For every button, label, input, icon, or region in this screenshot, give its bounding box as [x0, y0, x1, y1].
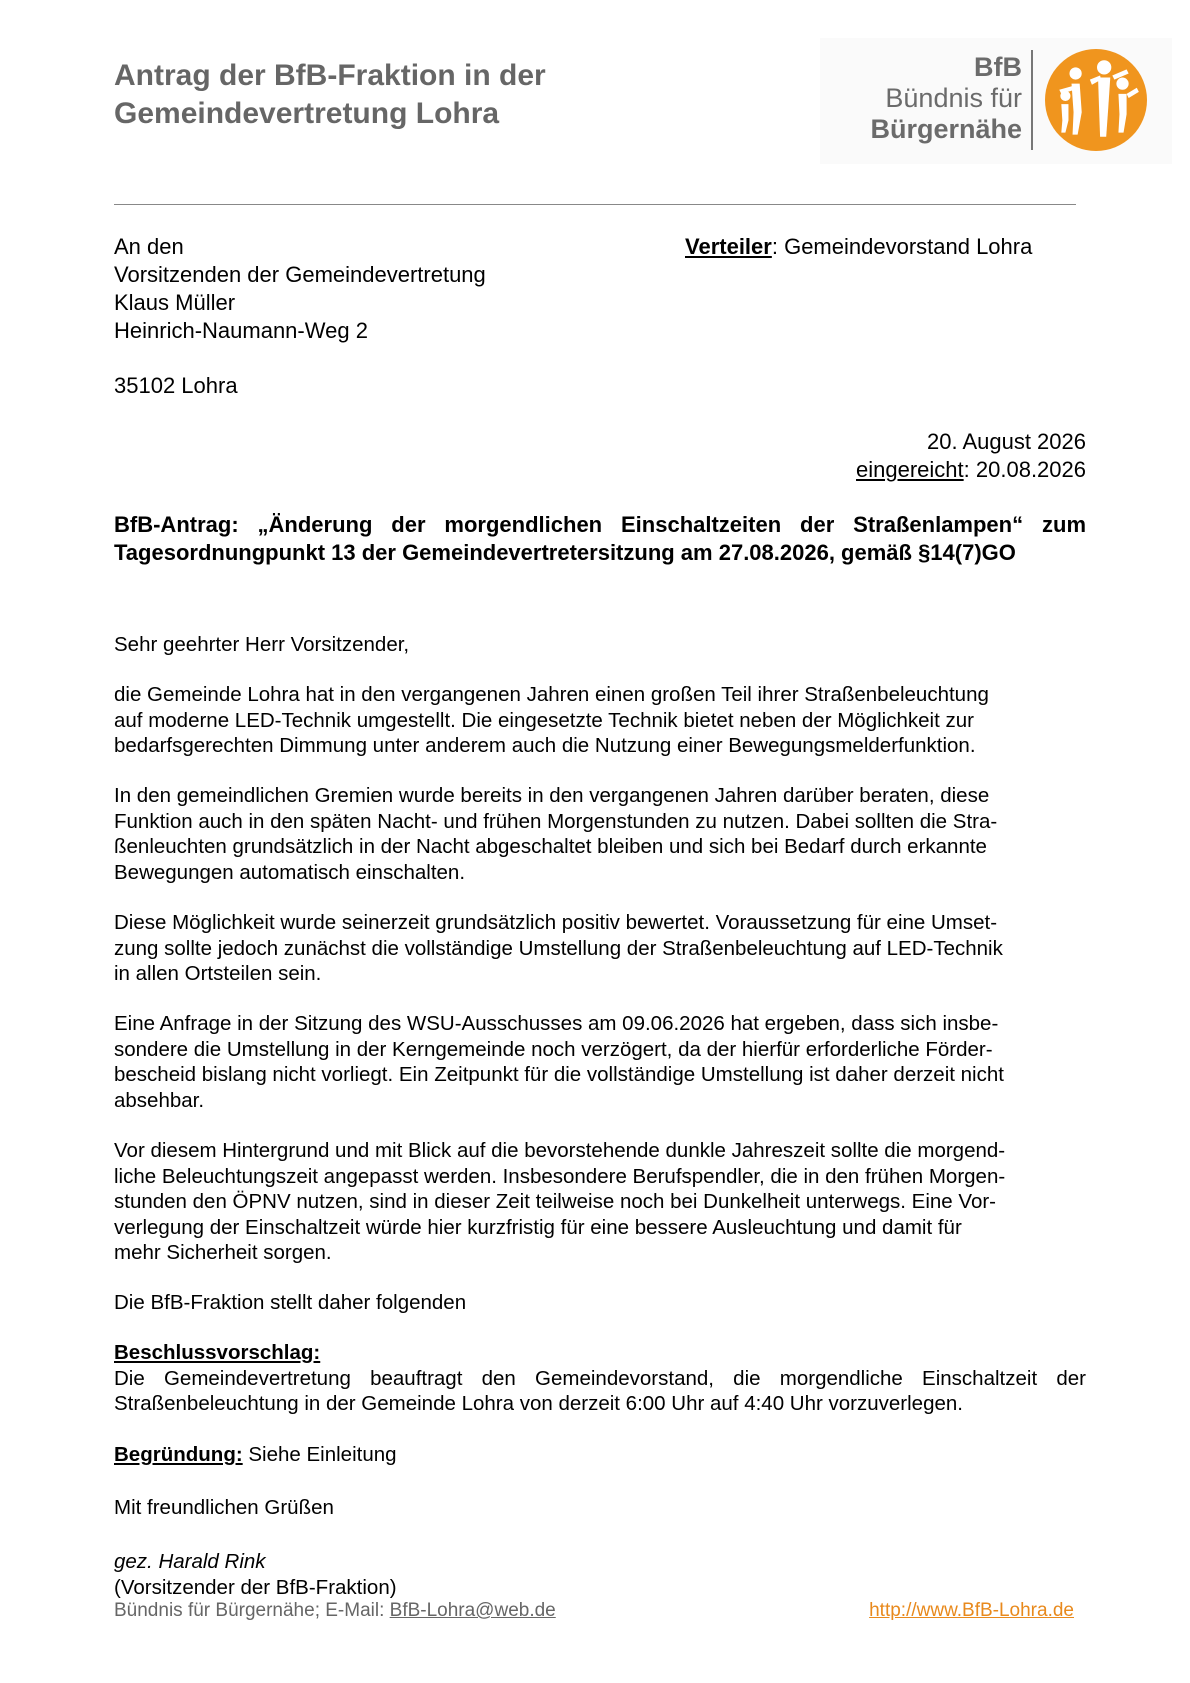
signature-name: gez. Harald Rink — [114, 1550, 266, 1573]
paragraph-line: Vor diesem Hintergrund und mit Blick auf die bevorstehende dunkle Jahreszeit sollte die morgend- — [114, 1139, 1006, 1162]
logo-text — [870, 52, 1022, 145]
footer-email-link[interactable]: BfB-Lohra@web.de — [389, 1600, 556, 1621]
paragraph-3 — [114, 910, 1086, 987]
paragraph-line: absehbar. — [114, 1088, 205, 1112]
paragraph-line: bedarfsgerechten Dimmung unter anderem auch die Nutzung einer Bewegungsmelderfunktion. — [114, 734, 976, 757]
submitted-date: eingereicht: 20.08.2026 — [856, 457, 1086, 482]
paragraph-2 — [114, 783, 1086, 885]
distribution-colon: : — [771, 234, 785, 259]
signature-role: (Vorsitzender der BfB-Fraktion) — [114, 1575, 397, 1599]
signature — [114, 1549, 397, 1600]
reason-heading: Begründung: — [114, 1443, 243, 1466]
paragraph-5 — [114, 1138, 1086, 1266]
recipient-city: 35102 Lohra — [114, 373, 238, 398]
logo-text-line-3: Bürgernähe — [870, 114, 1022, 144]
letter-date: 20. August 2026 — [926, 429, 1086, 454]
paragraph-line: zung sollte jedoch zunächst die vollständige Umstellung der Straßenbeleuchtung auf LED-Technik — [114, 936, 1003, 960]
footer — [114, 1600, 1074, 1626]
distribution-list — [685, 233, 1032, 261]
recipient-address — [114, 233, 486, 345]
reason-text: Siehe Einleitung — [248, 1443, 397, 1466]
proposal-line-1: Die Gemeindevertretung beauftragt den Gemeindevorstand, die morgendliche Einschaltzeit der — [114, 1366, 1086, 1390]
paragraph-line: sondere die Umstellung in der Kerngemeinde noch verzögert, da der hierfür erforderliche Förder- — [114, 1037, 993, 1061]
proposal-intro: Die BfB-Fraktion stellt daher folgenden — [114, 1291, 467, 1314]
paragraph-line: Bewegungen automatisch einschalten. — [114, 860, 466, 884]
distribution-value: Gemeindevorstand Lohra — [784, 234, 1033, 259]
recipient-line-2: Vorsitzenden der Gemeindevertretung — [114, 262, 486, 287]
paragraph-line: die Gemeinde Lohra hat in den vergangenen Jahren einen großen Teil ihrer Straßenbeleuchtung — [114, 683, 989, 706]
paragraph-line: auf moderne LED-Technik umgestellt. Die eingesetzte Technik bietet neben der Möglichkeit zur — [114, 708, 974, 732]
footer-org-text: Bündnis für Bürgernähe; E-Mail: — [114, 1600, 390, 1621]
footer-contact — [114, 1600, 556, 1622]
title-line-2: Gemeindevertretung Lohra — [114, 97, 500, 130]
paragraph-4 — [114, 1011, 1086, 1113]
bfb-logo — [820, 38, 1172, 164]
subject-heading: BfB-Antrag: „Änderung der morgendlichen Einschaltzeiten der Straßenlampen“ zum Tagesordnungpunkt 13 der Gemeindevertretersitzung am 27.08.2026, gemäß §14(7)GO — [114, 512, 1086, 565]
proposal-line-2: Straßenbeleuchtung in der Gemeinde Lohra von derzeit 6:00 Uhr auf 4:40 Uhr vorzuverlegen. — [114, 1392, 963, 1415]
page-title — [114, 57, 754, 133]
people-emblem-icon — [1045, 49, 1147, 151]
submitted-label: eingereicht — [856, 457, 964, 482]
logo-divider — [1031, 50, 1033, 150]
closing: Mit freundlichen Grüßen — [114, 1496, 334, 1519]
paragraph-line: stunden den ÖPNV nutzen, sind in dieser Zeit teilweise noch bei Dunkelheit unterwegs. Eine Vor- — [114, 1190, 997, 1213]
logo-text-line-1: BfB — [974, 52, 1022, 82]
submitted-value: 20.08.2026 — [975, 457, 1086, 482]
reason-section — [114, 1442, 1086, 1468]
paragraph-line: bescheid bislang nicht vorliegt. Ein Zeitpunkt für die vollständige Umstellung ist daher derzeit nicht — [114, 1063, 1004, 1086]
paragraph-1 — [114, 682, 1086, 759]
proposal-section — [114, 1340, 1086, 1417]
header-divider — [114, 204, 1076, 205]
paragraph-line: verlegung der Einschaltzeit würde hier kurzfristig für eine bessere Ausleuchtung und damit für — [114, 1215, 962, 1239]
proposal-heading: Beschlussvorschlag: — [114, 1341, 321, 1364]
footer-website-link[interactable]: http://www.BfB-Lohra.de — [869, 1600, 1074, 1621]
paragraph-line: mehr Sicherheit sorgen. — [114, 1241, 332, 1264]
recipient-line-1: An den — [114, 234, 184, 259]
salutation: Sehr geehrter Herr Vorsitzender, — [114, 633, 410, 656]
recipient-line-3: Klaus Müller — [114, 290, 236, 315]
paragraph-line: Eine Anfrage in der Sitzung des WSU-Ausschusses am 09.06.2026 hat ergeben, dass sich insbe- — [114, 1012, 999, 1035]
paragraph-line: liche Beleuchtungszeit angepasst werden. Insbesondere Berufspendler, die in den frühen Morgen- — [114, 1164, 1006, 1188]
paragraph-line: In den gemeindlichen Gremien wurde bereits in den vergangenen Jahren darüber beraten, diese — [114, 784, 990, 807]
recipient-line-4: Heinrich-Naumann-Weg 2 — [114, 318, 368, 343]
logo-text-line-2: Bündnis für — [885, 83, 1022, 113]
paragraph-line: Funktion auch in den späten Nacht- und frühen Morgenstunden zu nutzen. Dabei sollten die Stra- — [114, 809, 998, 833]
paragraph-line: Diese Möglichkeit wurde seinerzeit grundsätzlich positiv bewertet. Voraussetzung für eine Umset- — [114, 911, 998, 934]
paragraph-line: ßenleuchten grundsätzlich in der Nacht abgeschaltet bleiben und sich bei Bedarf durch erkannte — [114, 835, 987, 858]
date-block — [856, 428, 1086, 484]
distribution-label: Verteiler — [685, 234, 772, 259]
paragraph-line: in allen Ortsteilen sein. — [114, 962, 322, 985]
title-line-1: Antrag der BfB-Fraktion in der — [114, 59, 546, 92]
